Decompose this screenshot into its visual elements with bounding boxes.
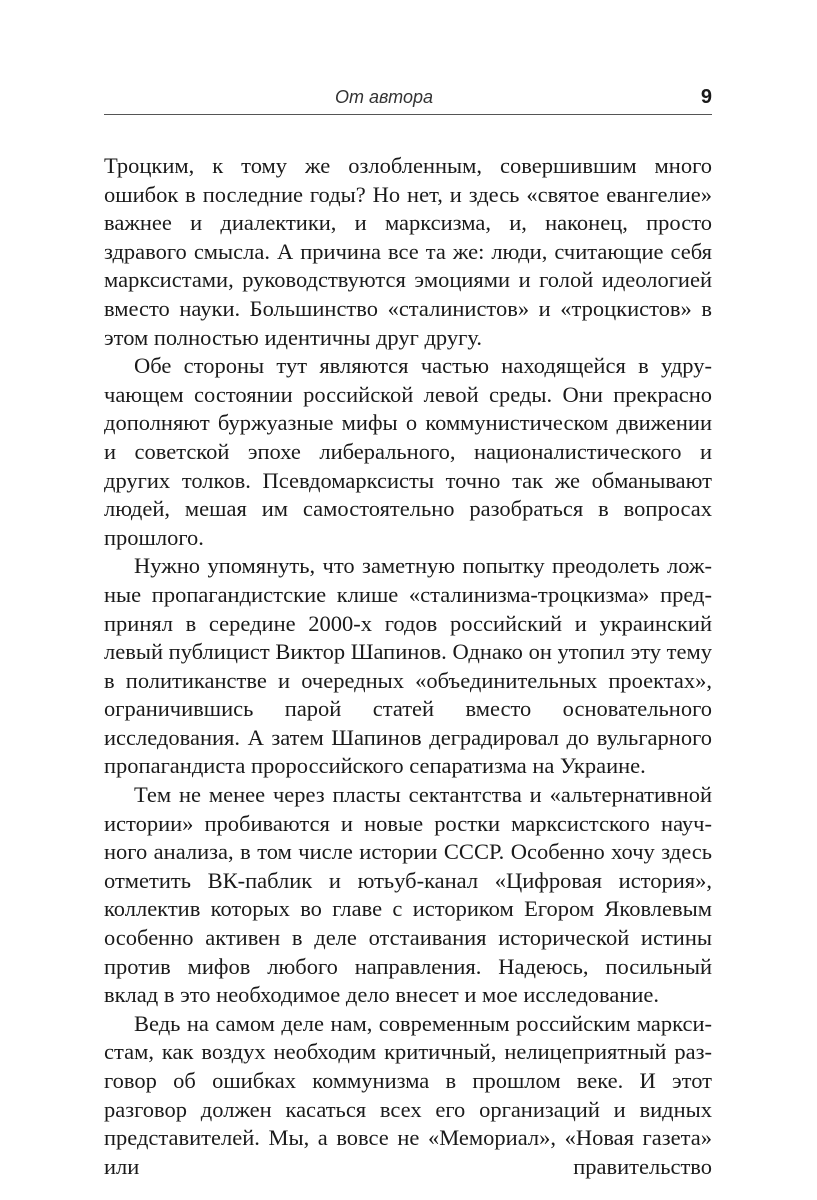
paragraph-2: Обе стороны тут являются частью находящейся в удручающем состоянии российской левой среды. Они прекрасно дополняют буржуазные мифы о коммунистическом движении и советской эпохе либерального, националистического и других толков. Псевдомарксисты точно так же обманывают людей, мешая им самостоятельно разобраться в вопросах прошлого. [104,353,712,550]
paragraph-5: Ведь на самом деле нам, современным российским марксистам, как воздух необходим критичный, нелицеприятный разговор об ошибках коммунизма в прошлом веке. И этот разговор должен касаться всех его организаций и видных представителей. Мы, а вовсе не «Мемориал», «Новая газета» или правительство [104,1010,712,1179]
paragraph-3: Нужно упомянуть, что заметную попытку преодолеть ложные пропагандистские клише «сталинизма-троцкизма» предпринял в середине 2000-х годов российский и украинский левый публицист Виктор Шапинов. Однако он утопил эту тему в политиканстве и очередных «объединительных проектах», ограничившись парой статей вместо основательного исследования. А затем Шапинов деградировал до вульгарного пропагандиста пророссийского сепаратизма на Украине. [104,553,712,779]
running-title: От автора [334,87,434,107]
running-header [104,84,712,115]
paragraph-4: Тем не менее через пласты сектантства и «альтернативной истории» пробиваются и новые ростки марксистского научного анализа, в том числе истории СССР. Особенно хочу здесь отметить ВК-паблик и ютьуб-канал «Цифровая история», коллектив которых во главе с историком Егором Яковлевым особенно активен в деле отстаивания исторической истины против мифов любого направления. Надеюсь, посильный вклад в это необходимое дело внесет и мое исследование. [104,782,712,1008]
page-number: 9 [700,86,712,108]
paragraph-1: Троцким, к тому же озлобленным, совершившим много ошибок в последние годы? Но нет, и здесь «святое евангелие» важнее и диалектики, и марксизма, и, наконец, просто здравого смысла. А причина все та же: люди, считающие себя марксистами, руководствуются эмоциями и голой идеологией вместо науки. Большинство «сталинистов» и «троцкистов» в этом полностью идентичны друг другу. [104,153,712,350]
body-text [104,152,712,1181]
